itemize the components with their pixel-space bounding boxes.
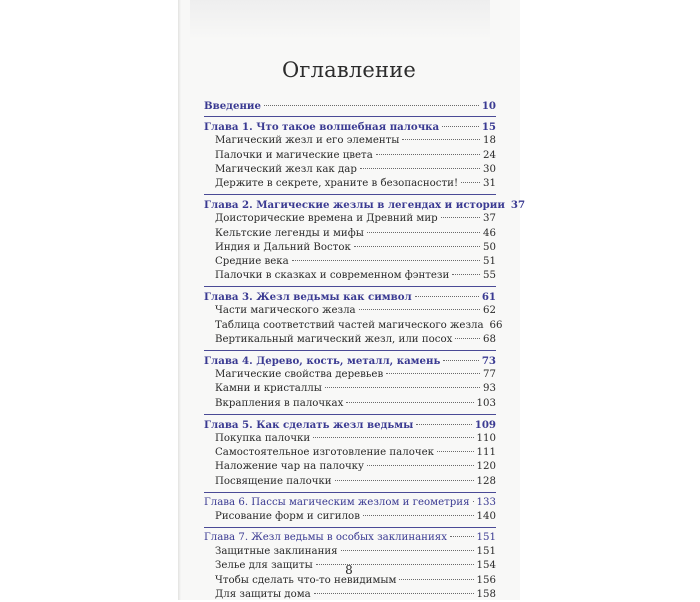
dot-leader: [443, 360, 478, 361]
dot-leader: [313, 437, 473, 438]
toc-chapter-entry: [204, 99, 496, 113]
toc-entry-page: 55: [483, 270, 496, 282]
dot-leader: [473, 501, 474, 502]
toc-entry-title: Магические свойства деревьев: [215, 369, 384, 381]
toc-chapter-entry: [204, 290, 496, 304]
toc-entry-page: 31: [483, 177, 496, 189]
toc-entry-page: 151: [476, 546, 496, 558]
toc-section: [204, 496, 496, 524]
toc-section: [204, 354, 496, 411]
toc-subentry: [204, 382, 496, 396]
dot-leader: [399, 579, 473, 580]
dot-leader: [292, 260, 480, 261]
dot-leader: [415, 296, 479, 297]
dot-leader: [450, 536, 474, 537]
toc-entry-page: 62: [483, 305, 496, 317]
toc-entry-title: Защитные заклинания: [215, 546, 338, 558]
toc-entry-title: Зелье для защиты: [215, 560, 313, 572]
toc-subentry: [204, 545, 496, 559]
dot-leader: [442, 126, 479, 127]
toc-entry-page: 24: [483, 149, 496, 161]
toc-section: [204, 99, 496, 113]
toc-entry-title: Глава 2. Магические жезлы в легендах и истории: [204, 199, 505, 212]
toc-entry-title: Вертикальный магический жезл, или посох: [215, 333, 453, 345]
toc-subentry: [204, 432, 496, 446]
toc-entry-title: Части магического жезла: [215, 305, 356, 317]
toc-subentry: [204, 177, 496, 191]
toc-entry-page: 51: [483, 255, 496, 267]
toc-chapter-entry: [204, 531, 496, 545]
toc-entry-page: 50: [483, 241, 496, 253]
dot-leader: [416, 424, 471, 425]
dot-leader: [341, 550, 474, 551]
toc-subentry: [204, 333, 496, 347]
toc-entry-title: Палочки в сказках и современном фэнтези: [215, 270, 450, 282]
dot-leader: [461, 182, 480, 183]
dot-leader: [264, 105, 479, 106]
toc-entry-title: Таблица соответствий частей магического жезла: [215, 319, 484, 331]
toc-entry-page: 109: [474, 418, 496, 431]
toc-entry-page: 66: [489, 319, 503, 331]
page-number: 8: [345, 563, 353, 577]
dot-leader: [452, 274, 480, 275]
toc-entry-title: Палочки и магические цвета: [215, 149, 373, 161]
toc-subentry: [204, 304, 496, 318]
dot-leader: [367, 465, 473, 466]
toc-subentry: [204, 446, 496, 460]
toc-subentry: [204, 241, 496, 255]
dot-leader: [376, 154, 480, 155]
toc-entry-page: 68: [483, 333, 496, 345]
dot-leader: [386, 373, 480, 374]
page-title: Оглавление: [281, 58, 417, 82]
toc-entry-page: 93: [483, 383, 496, 395]
toc-subentry: [204, 134, 496, 148]
toc-subentry: [204, 269, 496, 283]
toc-entry-page: 156: [476, 574, 496, 586]
toc-entry-page: 46: [483, 227, 496, 239]
dot-leader: [441, 217, 480, 218]
toc-chapter-entry: [204, 418, 496, 432]
dot-leader: [360, 168, 480, 169]
toc-chapter-entry: [204, 354, 496, 368]
toc-entry-title: Посвящение палочки: [215, 475, 332, 487]
toc-entry-page: 128: [476, 475, 496, 487]
section-divider: [204, 286, 496, 287]
toc-chapter-entry: [204, 198, 526, 212]
toc-entry-title: Чтобы сделать что-то невидимым: [215, 574, 397, 586]
toc-entry-title: Глава 5. Как сделать жезл ведьмы: [204, 418, 414, 431]
page-edge: [178, 0, 181, 600]
toc-entry-title: Глава 7. Жезл ведьмы в особых заклинаниях: [204, 532, 447, 544]
toc-entry-page: 133: [476, 496, 496, 508]
toc-entry-page: 10: [481, 100, 496, 112]
toc-entry-page: 140: [476, 510, 496, 522]
toc-subentry: [204, 460, 496, 474]
toc-entry-page: 37: [483, 213, 496, 225]
dot-leader: [363, 515, 474, 516]
toc-subentry: [204, 319, 503, 333]
toc-chapter-entry: [204, 496, 496, 510]
toc-entry-page: 110: [476, 432, 496, 444]
dot-leader: [455, 338, 480, 339]
toc-entry-title: Магический жезл как дар: [215, 163, 357, 175]
toc-entry-title: Покупка палочки: [215, 432, 311, 444]
toc-chapter-entry: [204, 120, 496, 134]
toc-entry-page: 151: [476, 532, 496, 544]
toc-entry-title: Наложение чар на палочку: [215, 461, 365, 473]
toc-entry-page: 103: [476, 397, 496, 409]
toc-subentry: [204, 510, 496, 524]
toc-entry-page: 154: [476, 560, 496, 572]
toc-entry-page: 18: [483, 135, 496, 147]
toc-entry-page: 77: [483, 369, 496, 381]
toc-entry-title: Держите в секрете, храните в безопасности!: [215, 177, 459, 189]
toc-entry-page: 61: [481, 291, 496, 304]
dot-leader: [402, 139, 480, 140]
toc-entry-title: Самостоятельное изготовление палочек: [215, 447, 434, 459]
toc-entry-title: Средние века: [215, 255, 289, 267]
toc-entry-title: Глава 6. Пассы магическим жезлом и геометрия: [204, 496, 470, 508]
dot-leader: [335, 480, 474, 481]
dot-leader: [354, 246, 480, 247]
toc-entry-title: Глава 3. Жезл ведьмы как символ: [204, 291, 412, 304]
toc-subentry: [204, 368, 496, 382]
toc-subentry: [204, 212, 496, 226]
toc-subentry: [204, 397, 496, 411]
table-of-contents: [204, 99, 526, 602]
section-divider: [204, 116, 496, 117]
dot-leader: [359, 309, 480, 310]
section-divider: [204, 414, 496, 415]
dot-leader: [325, 387, 480, 388]
toc-entry-title: Камни и кристаллы: [215, 383, 322, 395]
toc-section: [204, 290, 503, 347]
toc-entry-title: Доисторические времена и Древний мир: [215, 213, 438, 225]
section-divider: [204, 492, 496, 493]
toc-entry-title: Рисование форм и сигилов: [215, 510, 360, 522]
toc-entry-title: Введение: [204, 100, 261, 112]
toc-subentry: [204, 227, 496, 241]
toc-section: [204, 120, 496, 191]
toc-entry-title: Для защиты дома: [215, 588, 311, 600]
toc-entry-page: 73: [481, 355, 496, 367]
toc-entry-page: 30: [483, 163, 496, 175]
toc-subentry: [204, 255, 496, 269]
toc-section: [204, 198, 526, 283]
toc-entry-title: Индия и Дальний Восток: [215, 241, 351, 253]
toc-entry-page: 120: [476, 461, 496, 473]
dot-leader: [346, 402, 473, 403]
section-divider: [204, 350, 496, 351]
section-divider: [204, 527, 496, 528]
bleed-through: [190, 0, 490, 40]
section-divider: [204, 194, 496, 195]
toc-entry-page: 158: [476, 588, 496, 600]
toc-entry-page: 111: [476, 447, 496, 459]
toc-subentry: [204, 163, 496, 177]
dot-leader: [367, 232, 480, 233]
toc-entry-title: Кельтские легенды и мифы: [215, 227, 364, 239]
dot-leader: [314, 593, 474, 594]
toc-entry-title: Магический жезл и его элементы: [215, 135, 400, 147]
toc-entry-title: Глава 1. Что такое волшебная палочка: [204, 121, 440, 134]
toc-section: [204, 418, 496, 489]
toc-subentry: [204, 149, 496, 163]
toc-entry-title: Глава 4. Дерево, кость, металл, камень: [204, 355, 441, 367]
toc-entry-title: Вкрапления в палочках: [215, 397, 344, 409]
toc-entry-page: 15: [481, 121, 496, 134]
toc-entry-page: 37: [510, 199, 526, 212]
toc-subentry: [204, 475, 496, 489]
dot-leader: [437, 451, 474, 452]
